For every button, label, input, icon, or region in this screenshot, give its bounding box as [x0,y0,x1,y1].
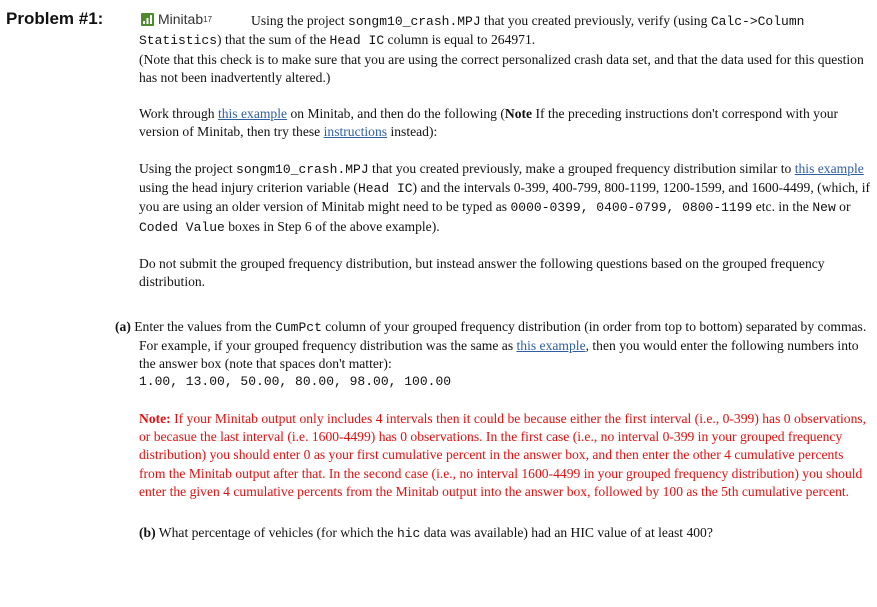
instructions-paragraph [139,105,871,142]
problem-label: Problem #1: [6,9,104,28]
text: that you created previously, make a grouped frequency distribution similar to [368,160,795,176]
coded-value-box-name: Coded Value [139,219,225,235]
text: Using the project [251,13,349,28]
column-name: CumPct [275,319,322,335]
note-bold: Note [504,106,533,122]
text: What percentage of vehicles (for which the [155,525,397,541]
column-name: Head IC [329,33,385,49]
this-example-link[interactable]: this example [794,160,864,176]
this-example-link[interactable]: this example [217,106,288,122]
part-a-label: (a) [115,318,131,334]
logo-name: Minitab [158,11,204,27]
text: on Minitab, and then do the following ( [287,106,505,122]
new-box-name: New [812,200,836,216]
logo-version: 17 [203,14,213,24]
instructions-link[interactable]: instructions [323,124,388,140]
text: column is equal to 264971. [384,32,536,48]
variable-name: Head IC [357,181,413,197]
verify-paragraph [139,12,871,51]
part-a-question [115,318,871,374]
text: Using the project [139,160,237,176]
grouped-frequency-paragraph [139,160,871,237]
text: ) that the sum of the [217,32,330,48]
text: column of your grouped frequency distribution (in order from top to bottom) separated by commas. For example, if your grouped frequency distribution was the same as [139,318,867,353]
filename: songm10_crash.MPJ [236,161,369,177]
problem-content [115,12,871,544]
do-not-submit-paragraph: Do not submit the grouped frequency distribution, but instead answer the following questions based on the grouped frequency distribution. [139,255,825,290]
text: ) and the intervals 0-399, 400-799, 800-1199, 1200-1599, and 1600-4499, (which, if you are using an older version of Minitab might need to be typed as [139,180,870,215]
text: boxes in Step 6 of the above example). [224,218,440,234]
variable-name: hic [396,526,421,542]
cumulative-note [139,410,871,501]
text: If the preceding instructions don't correspond with your version of Minitab, then try these [139,106,839,140]
note-label: Note: [139,410,171,426]
text: using the head injury criterion variable ( [139,180,358,196]
text: data was available) had an HIC value of at least 400? [420,525,713,541]
text: that you created previously, verify (using [480,13,711,28]
text: etc. in the [752,199,813,215]
text: or [835,199,851,215]
note-text: If your Minitab output only includes 4 intervals then it could be because either the first interval (i.e., 0-399) has 0 observations, or becasue the last interval (i.e. 1600-4499) has 0 observations. In the first case (i.e., no interval 0-399 in your grouped frequency distribution) you should enter 0 as your first cumulative percent in the answer box, and then enter the other 4 cumulative percents from the Minitab output after that. In the second case (i.e., no interval 1600-4499 in your grouped frequency distribution) you should enter the given 4 cumulative percents from the Minitab output into the answer box, followed by 100 as the 5th cumulative percent. [139,410,867,499]
example-values: 1.00, 13.00, 50.00, 80.00, 98.00, 100.00 [139,374,452,390]
text: , then you would enter the following numbers into the answer box (note that spaces don't matter): [139,337,859,372]
menu-path: Calc->Column Statistics [139,14,805,49]
part-b-question [139,524,871,543]
part-b-label: (b) [139,525,156,541]
text: Work through [139,106,218,122]
interval-codes: 0000-0399, 0400-0799, 0800-1199 [510,200,753,216]
filename: songm10_crash.MPJ [348,14,481,29]
text: Enter the values from the [130,318,276,334]
verify-note: (Note that this check is to make sure that you are using the correct personalized crash data set, and that the data used for this question has not been inadvertently altered.) [139,51,864,85]
text: instead): [387,124,438,140]
this-example-link[interactable]: this example [516,337,586,353]
